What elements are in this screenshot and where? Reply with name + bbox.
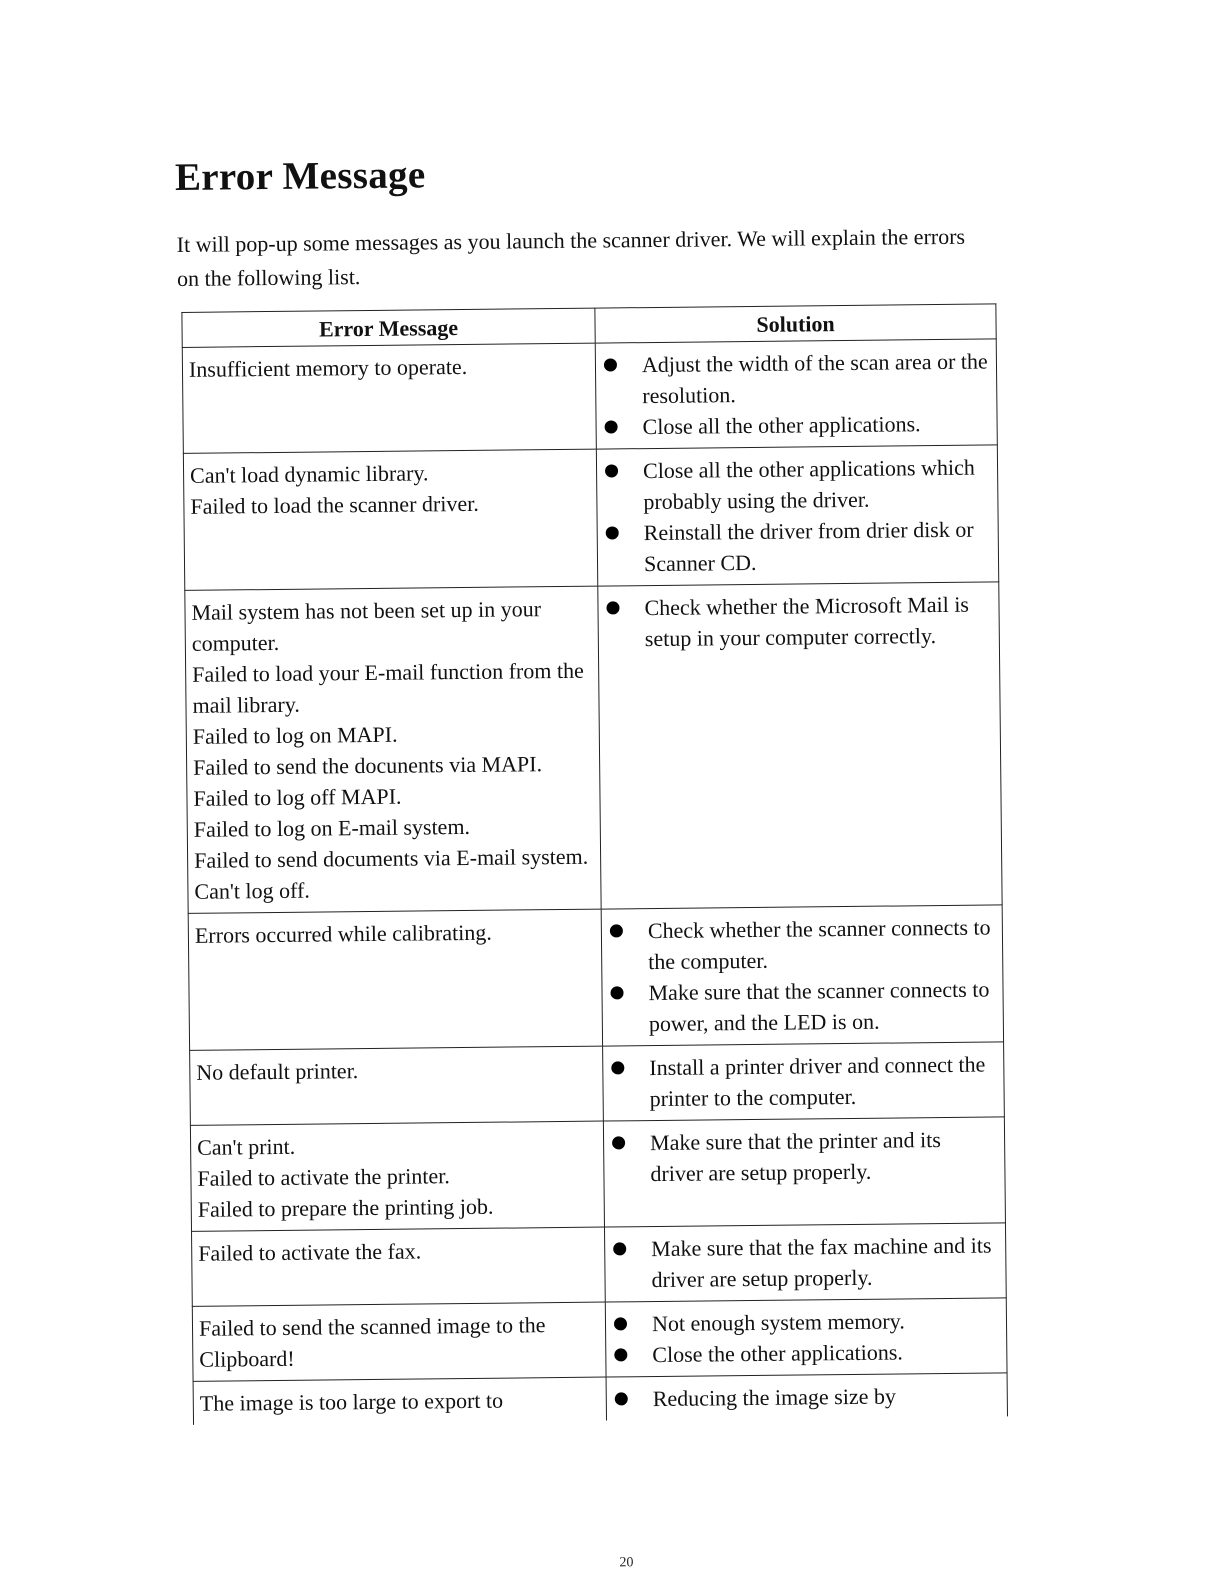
error-message-cell: [190, 1046, 604, 1125]
bullet-icon: [611, 1061, 624, 1074]
table-row: [185, 582, 1002, 914]
page-number: 20: [619, 1555, 634, 1571]
solution-item: [608, 911, 997, 977]
solution-item: [602, 407, 990, 442]
solution-list: [608, 911, 997, 1039]
table-row: [190, 1117, 1005, 1232]
bullet-icon: [610, 924, 623, 937]
error-message-text: Failed to load the scanner driver.: [190, 490, 479, 519]
table-body: [182, 339, 1007, 1425]
solution-item: [612, 1304, 1000, 1339]
solution-list: [611, 1229, 1000, 1295]
solution-text: Close the other applications.: [652, 1339, 903, 1368]
table-row: [192, 1298, 1007, 1382]
solution-cell: [595, 339, 997, 449]
bullet-icon: [606, 526, 619, 539]
solution-item: [602, 345, 991, 411]
error-message-cell: [188, 909, 602, 1050]
solution-cell: [604, 1223, 1006, 1302]
bullet-icon: [613, 1242, 626, 1255]
error-message-cell: [193, 1377, 606, 1425]
bullet-icon: [614, 1348, 627, 1361]
error-message-text: Failed to log off MAPI.: [193, 783, 402, 811]
error-message-text: Failed to activate the fax.: [198, 1238, 422, 1266]
solution-item: [612, 1335, 1000, 1370]
solution-cell: [596, 445, 998, 586]
bullet-icon: [604, 358, 617, 371]
solution-list: [604, 588, 993, 654]
solution-item: [613, 1379, 1001, 1414]
solution-item: [609, 1048, 998, 1114]
solution-text: Adjust the width of the scan area or the resolution.: [641, 348, 988, 409]
bullet-icon: [605, 420, 618, 433]
solution-cell: [605, 1298, 1007, 1377]
table-row: [182, 339, 997, 454]
solution-text: Make sure that the fax machine and its driver are setup properly.: [651, 1232, 992, 1293]
error-message-text: Failed to log on E-mail system.: [193, 813, 471, 842]
solution-item: [610, 1123, 999, 1189]
error-message-cell: [190, 1121, 604, 1231]
error-message-text: The image is too large to export to: [199, 1387, 504, 1416]
error-message-cell: [192, 1227, 606, 1306]
intro-paragraph: It will pop-up some messages as you launch the scanner driver. We will explain the errors on the following list.: [176, 223, 966, 291]
error-message-text: No default printer.: [196, 1058, 359, 1085]
error-message-text: Failed to send the docunents via MAPI.: [193, 751, 543, 780]
error-message-text: Mail system has not been set up in your computer.: [191, 596, 542, 656]
solution-cell: [603, 1042, 1005, 1121]
solution-item: [603, 451, 992, 517]
table-row: [190, 1042, 1005, 1126]
error-table: [181, 303, 1008, 1424]
error-message-cell: [183, 449, 597, 590]
error-message-cell: [182, 343, 596, 453]
error-message-text: Can't log off.: [194, 877, 310, 904]
solution-text: Close all the other applications which probably using the driver.: [642, 454, 975, 515]
error-message-text: Failed to prepare the printing job.: [197, 1193, 494, 1222]
table-row: [193, 1373, 1007, 1425]
solution-item: [608, 973, 997, 1039]
error-message-text: Failed to send the scanned image to the Clipboard!: [198, 1312, 546, 1372]
table-row: [183, 445, 998, 591]
solution-text: Reducing the image size by: [652, 1383, 897, 1412]
header-solution: Solution: [595, 304, 996, 343]
solution-text: Not enough system memory.: [651, 1308, 905, 1337]
solution-list: [602, 345, 991, 442]
solution-cell: [601, 905, 1003, 1046]
solution-text: Install a printer driver and connect the printer to the computer.: [649, 1051, 986, 1112]
error-message-text: Can't load dynamic library.: [189, 460, 429, 488]
solution-text: Make sure that the printer and its driver are setup properly.: [649, 1127, 942, 1187]
header-error-message: Error Message: [182, 308, 595, 347]
bullet-icon: [615, 1392, 628, 1405]
bullet-icon: [605, 464, 618, 477]
error-message-text: Failed to send documents via E-mail system.: [193, 843, 589, 873]
solution-list: [609, 1048, 998, 1114]
error-message-text: Insufficient memory to operate.: [188, 353, 468, 382]
solution-item: [611, 1229, 1000, 1295]
error-message-text: Failed to activate the printer.: [197, 1163, 450, 1191]
table-row: [192, 1223, 1007, 1307]
solution-item: [604, 588, 993, 654]
table-row: [188, 905, 1003, 1051]
error-message-cell: [185, 586, 601, 913]
bullet-icon: [612, 1136, 625, 1149]
bullet-icon: [606, 601, 619, 614]
error-message-text: Can't print.: [196, 1133, 296, 1160]
solution-text: Reinstall the driver from drier disk or Scanner CD.: [643, 516, 974, 577]
solution-cell: [606, 1373, 1007, 1421]
solution-item: [604, 513, 993, 579]
page-title: Error Message: [174, 153, 426, 199]
solution-list: [610, 1123, 999, 1189]
solution-list: [612, 1304, 1001, 1370]
bullet-icon: [614, 1317, 627, 1330]
error-message-text: Failed to log on MAPI.: [192, 721, 398, 749]
solution-cell: [598, 582, 1002, 909]
solution-text: Close all the other applications.: [642, 411, 921, 440]
solution-list: [613, 1379, 1001, 1414]
error-message-cell: [192, 1302, 606, 1381]
error-message-text: Failed to load your E-mail function from the mail library.: [192, 657, 584, 718]
solution-cell: [603, 1117, 1005, 1227]
solution-text: Check whether the Microsoft Mail is setup in your computer correctly.: [644, 591, 970, 652]
solution-text: Check whether the scanner connects to the computer.: [647, 914, 991, 975]
solution-list: [603, 451, 992, 579]
bullet-icon: [610, 986, 623, 999]
solution-text: Make sure that the scanner connects to power, and the LED is on.: [648, 976, 990, 1037]
error-message-text: Errors occurred while calibrating.: [194, 919, 492, 948]
